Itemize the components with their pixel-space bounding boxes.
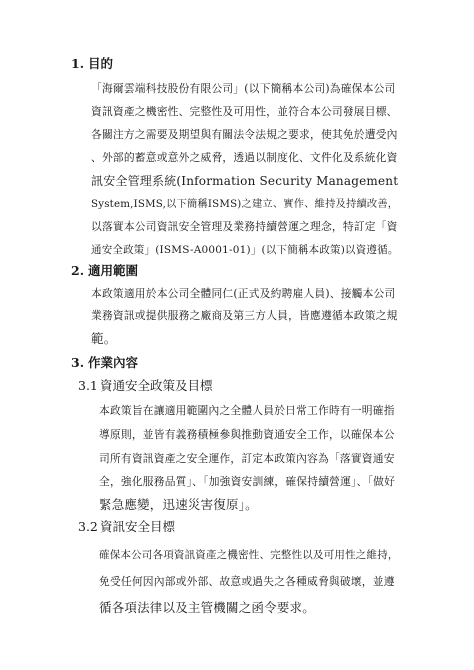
section-3-title: 作業內容	[88, 355, 139, 370]
section-3-number: 3.	[71, 355, 85, 370]
paragraph-line: 通安全政策」(ISMS-A0001-01)」(以下簡稱本政策)以資遵循。	[91, 244, 399, 256]
paragraph-line: 循各項法律以及主管機關之函令要求。	[99, 600, 315, 615]
paragraph-line: 本政策旨在讓適用範圍內之全體人員於日常工作時有一明確指	[99, 404, 395, 417]
subsection-3-1-title: 資通安全政策及目標	[100, 378, 213, 393]
paragraph-line: 司所有資訊資產之安全運作，訂定本政策內容為「落實資通安	[99, 452, 395, 465]
subsection-3-1-number: 3.1	[78, 378, 98, 393]
section-1-heading	[71, 56, 113, 72]
section-2-title: 適用範圍	[88, 263, 139, 278]
subsection-3-1-heading	[78, 378, 213, 394]
paragraph-line: 範。	[91, 331, 117, 346]
subsection-3-2-number: 3.2	[78, 519, 98, 534]
paragraph-line: 緊急應變，迅速災害復原」。	[99, 497, 258, 512]
paragraph-line: 以落實本公司資訊安全管理及業務持續營運之理念，特訂定「資	[91, 220, 398, 233]
paragraph-line: 全，強化服務品質」、「加強資安訓練，確保持續營運」、「做好	[99, 475, 396, 488]
section-1-number: 1.	[71, 56, 85, 71]
paragraph-line: 導原則，並皆有義務積極參與推動資通安全工作，以確保本公	[99, 428, 395, 441]
section-2-number: 2.	[71, 263, 85, 278]
section-3-heading	[71, 355, 138, 371]
section-2-heading	[71, 263, 138, 279]
paragraph-line: 確保本公司各項資訊資產之機密性、完整性以及可用性之維持，	[99, 549, 399, 561]
section-1-title: 目的	[88, 56, 114, 71]
subsection-3-2-title: 資訊安全目標	[100, 519, 176, 534]
paragraph-line: 免受任何因內部或外部、故意或過失之各種威脅與破壞，並遵	[99, 575, 395, 588]
paragraph-line: 業務資訊或提供服務之廠商及第三方人員，皆應遵循本政策之規	[91, 309, 398, 322]
paragraph-line: 「海爾雲端科技股份有限公司」(以下簡稱本公司)為確保本公司	[91, 82, 396, 95]
paragraph-line: 各關注方之需要及期望與有關法令法規之要求，使其免於遭受內	[91, 128, 398, 141]
subsection-3-2-heading	[78, 519, 175, 535]
paragraph-line: 、外部的蓄意或意外之威脅，透過以制度化、文件化及系統化資	[91, 151, 398, 164]
paragraph-line: 資訊資產之機密性、完整性及可用性，並符合本公司發展目標、	[91, 105, 398, 118]
paragraph-line: 訊安全管理系統(Information Security Management	[91, 174, 399, 188]
paragraph-line: System,ISMS,以下簡稱ISMS)之建立、實作、維持及持續改善，	[91, 198, 399, 210]
paragraph-line: 本政策適用於本公司全體同仁(正式及約聘雇人員)、接觸本公司	[91, 287, 396, 300]
